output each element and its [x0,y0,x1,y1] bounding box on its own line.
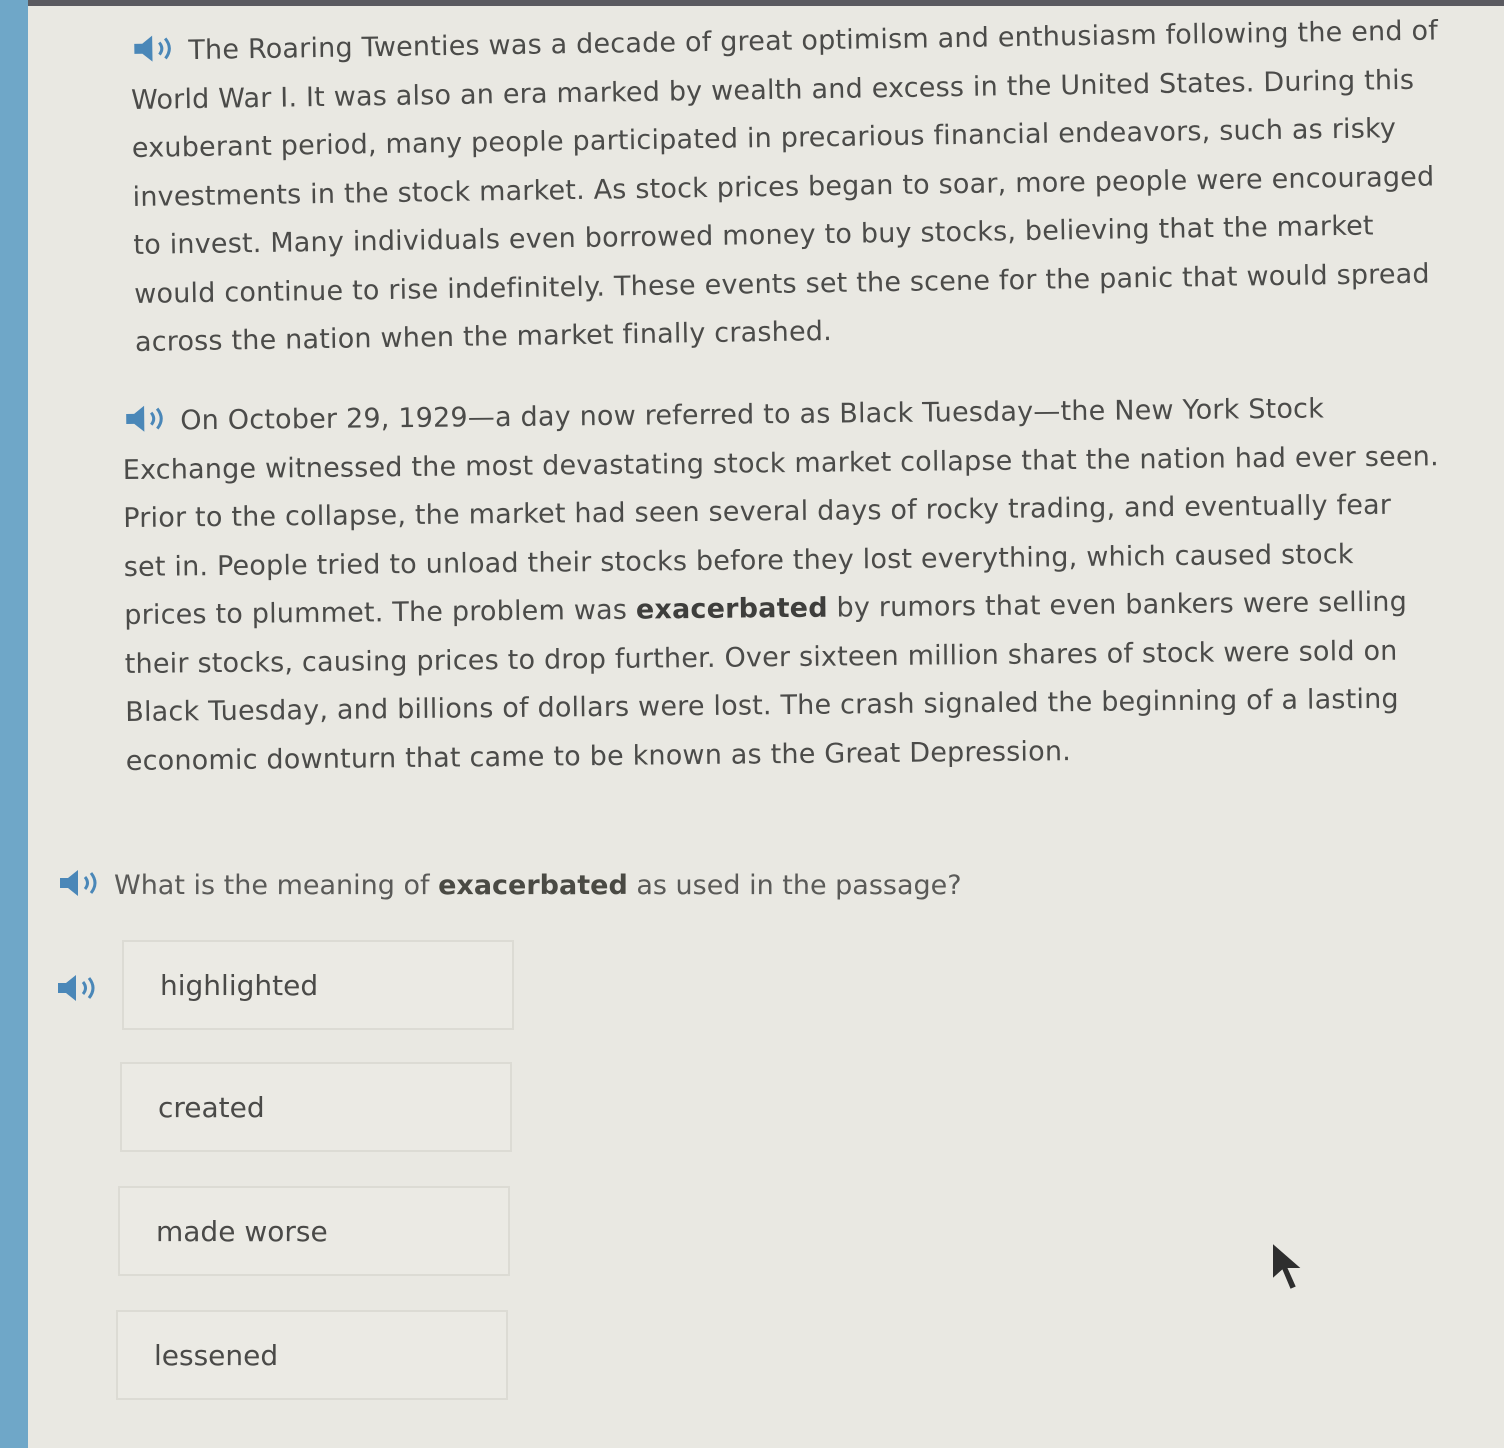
answer-option-lessened[interactable] [116,1310,508,1400]
speaker-icon[interactable] [56,868,108,898]
option-label: lessened [154,1338,279,1372]
question-text-before: What is the meaning of [114,870,439,901]
option-label: highlighted [160,968,319,1002]
mouse-pointer-icon [1270,1240,1310,1294]
left-accent-strip [0,0,28,1448]
paragraph-2-text-before: On October 29, 1929—a day now referred to as Black Tuesday—the New York Stock Exchange witnessed the most devastating stock market collapse that the nation had ever seen. Prior to the collapse, the market had seen several days of rocky trading, and eventually fear set in. People tried to unload their stocks before they lost everything, which caused stock prices to plummet. The problem was [122,393,1439,631]
answer-option-made-worse[interactable] [118,1186,510,1276]
paragraph-1-text: The Roaring Twenties was a decade of great optimism and enthusiasm following the end of World War I. It was also an era marked by wealth and excess in the United States. During this exuberant period, many people participated in precarious financial endeavors, such as risky investments in the stock market. As stock prices began to soar, more people were encouraged to invest. Many individuals even borrowed money to buy stocks, believing that the market would continue to rise indefinitely. These events set the scene for the panic that would spread across the nation when the market finally crashed. [130,15,1439,358]
answer-option-highlighted[interactable] [122,940,514,1030]
speaker-icon[interactable] [130,33,182,64]
highlighted-term: exacerbated [635,592,828,626]
question-content [28,6,1504,1448]
question-prompt [56,868,962,901]
passage-paragraph-1 [130,7,1445,367]
passage-paragraph-2 [122,384,1444,786]
answer-option-created[interactable] [120,1062,512,1152]
option-label: created [158,1090,265,1124]
speaker-icon[interactable] [122,403,174,434]
speaker-icon[interactable] [54,972,106,1004]
paragraph-2-text-after: by rumors that even bankers were selling their stocks, causing prices to drop further. Over sixteen million shares of stock were sold on Black Tuesday, and billions of dollars were lost. The crash signaled the beginning of a lasting economic downturn that came to be known as the Great Depression. [124,586,1408,777]
question-term: exacerbated [438,870,628,901]
option-label: made worse [156,1214,328,1248]
question-text-after: as used in the passage? [627,870,962,901]
